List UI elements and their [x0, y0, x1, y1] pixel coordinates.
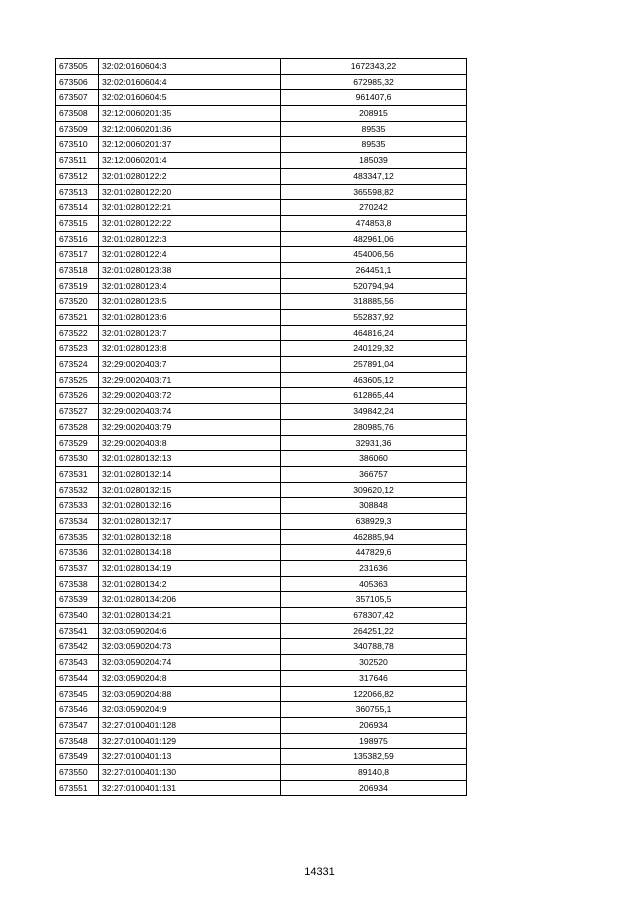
row-id: 673525: [56, 372, 99, 388]
row-id: 673509: [56, 121, 99, 137]
table-row: [56, 733, 467, 749]
row-id: 673505: [56, 59, 99, 75]
cadastral-value: 483347,12: [281, 168, 467, 184]
row-id: 673532: [56, 482, 99, 498]
cadastral-number: 32:01:0280123:6: [99, 310, 281, 326]
table-row: [56, 90, 467, 106]
row-id: 673548: [56, 733, 99, 749]
cadastral-number: 32:01:0280123:7: [99, 325, 281, 341]
cadastral-value: 463605,12: [281, 372, 467, 388]
cadastral-number: 32:01:0280122:2: [99, 168, 281, 184]
table-row: [56, 451, 467, 467]
table-row: [56, 639, 467, 655]
row-id: 673531: [56, 466, 99, 482]
cadastral-number: 32:01:0280134:21: [99, 608, 281, 624]
cadastral-number: 32:03:0590204:6: [99, 623, 281, 639]
cadastral-number: 32:03:0590204:9: [99, 702, 281, 718]
row-id: 673540: [56, 608, 99, 624]
cadastral-number: 32:27:0100401:130: [99, 764, 281, 780]
row-id: 673508: [56, 106, 99, 122]
row-id: 673510: [56, 137, 99, 153]
table-row: [56, 749, 467, 765]
cadastral-number: 32:02:0160604:5: [99, 90, 281, 106]
page-number: 14331: [304, 866, 335, 878]
table-row: [56, 262, 467, 278]
table-row: [56, 498, 467, 514]
row-id: 673529: [56, 435, 99, 451]
cadastral-number: 32:01:0280122:22: [99, 215, 281, 231]
table-row: [56, 529, 467, 545]
row-id: 673523: [56, 341, 99, 357]
table-row: [56, 106, 467, 122]
cadastral-value: 678307,42: [281, 608, 467, 624]
cadastral-value: 349842,24: [281, 404, 467, 420]
cadastral-value: 612865,44: [281, 388, 467, 404]
cadastral-number: 32:01:0280134:18: [99, 545, 281, 561]
table-row: [56, 764, 467, 780]
row-id: 673533: [56, 498, 99, 514]
table-row: [56, 184, 467, 200]
cadastral-value: 240129,32: [281, 341, 467, 357]
cadastral-number: 32:29:0020403:7: [99, 357, 281, 373]
row-id: 673524: [56, 357, 99, 373]
cadastral-value: 280985,76: [281, 419, 467, 435]
cadastral-value: 32931,36: [281, 435, 467, 451]
table-row: [56, 466, 467, 482]
cadastral-value: 340788,78: [281, 639, 467, 655]
cadastral-number: 32:12:0060201:37: [99, 137, 281, 153]
row-id: 673528: [56, 419, 99, 435]
cadastral-number: 32:01:0280134:2: [99, 576, 281, 592]
cadastral-number: 32:27:0100401:13: [99, 749, 281, 765]
cadastral-value: 365598,82: [281, 184, 467, 200]
table-row: [56, 670, 467, 686]
table-row: [56, 278, 467, 294]
table-row: [56, 592, 467, 608]
cadastral-value: 454006,56: [281, 247, 467, 263]
row-id: 673514: [56, 200, 99, 216]
row-id: 673551: [56, 780, 99, 796]
cadastral-value: 308848: [281, 498, 467, 514]
cadastral-value: 264251,22: [281, 623, 467, 639]
cadastral-number: 32:01:0280132:16: [99, 498, 281, 514]
table-row: [56, 294, 467, 310]
table-row: [56, 482, 467, 498]
table-row: [56, 404, 467, 420]
cadastral-value: 206934: [281, 780, 467, 796]
row-id: 673537: [56, 561, 99, 577]
cadastral-number: 32:12:0060201:35: [99, 106, 281, 122]
row-id: 673545: [56, 686, 99, 702]
row-id: 673542: [56, 639, 99, 655]
row-id: 673544: [56, 670, 99, 686]
row-id: 673507: [56, 90, 99, 106]
cadastral-number: 32:01:0280122:20: [99, 184, 281, 200]
table-row: [56, 702, 467, 718]
table-row: [56, 357, 467, 373]
cadastral-value: 482961,06: [281, 231, 467, 247]
table-row: [56, 545, 467, 561]
row-id: 673549: [56, 749, 99, 765]
table-row: [56, 513, 467, 529]
cadastral-number: 32:12:0060201:4: [99, 153, 281, 169]
cadastral-value: 317646: [281, 670, 467, 686]
cadastral-number: 32:01:0280123:38: [99, 262, 281, 278]
row-id: 673530: [56, 451, 99, 467]
row-id: 673517: [56, 247, 99, 263]
table-row: [56, 372, 467, 388]
cadastral-value: 206934: [281, 717, 467, 733]
cadastral-number: 32:01:0280123:4: [99, 278, 281, 294]
cadastral-number: 32:12:0060201:36: [99, 121, 281, 137]
table-row: [56, 137, 467, 153]
row-id: 673539: [56, 592, 99, 608]
table-row: [56, 247, 467, 263]
row-id: 673550: [56, 764, 99, 780]
cadastral-number: 32:01:0280134:19: [99, 561, 281, 577]
cadastral-value: 198975: [281, 733, 467, 749]
row-id: 673518: [56, 262, 99, 278]
table-row: [56, 121, 467, 137]
row-id: 673519: [56, 278, 99, 294]
cadastral-number: 32:01:0280132:18: [99, 529, 281, 545]
cadastral-value: 360755,1: [281, 702, 467, 718]
cadastral-value: 89535: [281, 121, 467, 137]
cadastral-number: 32:03:0590204:8: [99, 670, 281, 686]
table-row: [56, 419, 467, 435]
cadastral-value: 672985,32: [281, 74, 467, 90]
table-row: [56, 59, 467, 75]
table-row: [56, 310, 467, 326]
table-body: [56, 59, 467, 796]
table-row: [56, 608, 467, 624]
cadastral-value: 264451,1: [281, 262, 467, 278]
cadastral-value: 638929,3: [281, 513, 467, 529]
row-id: 673520: [56, 294, 99, 310]
cadastral-value: 462885,94: [281, 529, 467, 545]
cadastral-value: 405363: [281, 576, 467, 592]
cadastral-value: 447829,6: [281, 545, 467, 561]
table-row: [56, 655, 467, 671]
cadastral-number: 32:27:0100401:129: [99, 733, 281, 749]
row-id: 673511: [56, 153, 99, 169]
cadastral-value: 366757: [281, 466, 467, 482]
table-row: [56, 215, 467, 231]
cadastral-value: 135382,59: [281, 749, 467, 765]
cadastral-number: 32:01:0280134:206: [99, 592, 281, 608]
cadastral-value: 357105,5: [281, 592, 467, 608]
row-id: 673527: [56, 404, 99, 420]
cadastral-value: 185039: [281, 153, 467, 169]
cadastral-value: 270242: [281, 200, 467, 216]
cadastral-value: 318885,56: [281, 294, 467, 310]
row-id: 673526: [56, 388, 99, 404]
table-row: [56, 576, 467, 592]
cadastral-number: 32:01:0280132:15: [99, 482, 281, 498]
row-id: 673541: [56, 623, 99, 639]
table-row: [56, 623, 467, 639]
row-id: 673538: [56, 576, 99, 592]
row-id: 673536: [56, 545, 99, 561]
cadastral-value: 122066,82: [281, 686, 467, 702]
row-id: 673521: [56, 310, 99, 326]
cadastral-number: 32:01:0280132:17: [99, 513, 281, 529]
table-row: [56, 561, 467, 577]
table-row: [56, 435, 467, 451]
cadastral-number: 32:29:0020403:8: [99, 435, 281, 451]
cadastral-number: 32:01:0280123:8: [99, 341, 281, 357]
row-id: 673513: [56, 184, 99, 200]
row-id: 673512: [56, 168, 99, 184]
cadastral-value: 552837,92: [281, 310, 467, 326]
row-id: 673506: [56, 74, 99, 90]
row-id: 673522: [56, 325, 99, 341]
row-id: 673515: [56, 215, 99, 231]
cadastral-number: 32:03:0590204:74: [99, 655, 281, 671]
cadastral-number: 32:29:0020403:72: [99, 388, 281, 404]
cadastral-value: 464816,24: [281, 325, 467, 341]
cadastral-value: 386060: [281, 451, 467, 467]
cadastral-number: 32:03:0590204:73: [99, 639, 281, 655]
cadastral-value: 961407,6: [281, 90, 467, 106]
cadastral-number: 32:01:0280122:21: [99, 200, 281, 216]
cadastral-value: 302520: [281, 655, 467, 671]
cadastral-number: 32:02:0160604:3: [99, 59, 281, 75]
cadastral-value: 89535: [281, 137, 467, 153]
cadastral-value: 309620,12: [281, 482, 467, 498]
cadastral-number: 32:01:0280122:3: [99, 231, 281, 247]
row-id: 673547: [56, 717, 99, 733]
row-id: 673534: [56, 513, 99, 529]
cadastral-number: 32:27:0100401:128: [99, 717, 281, 733]
cadastral-number: 32:01:0280122:4: [99, 247, 281, 263]
cadastral-value: 89140,8: [281, 764, 467, 780]
table-row: [56, 388, 467, 404]
table-row: [56, 153, 467, 169]
data-table: [55, 58, 467, 796]
cadastral-value: 208915: [281, 106, 467, 122]
cadastral-value: 231636: [281, 561, 467, 577]
cadastral-number: 32:27:0100401:131: [99, 780, 281, 796]
cadastral-value: 1672343,22: [281, 59, 467, 75]
cadastral-number: 32:29:0020403:71: [99, 372, 281, 388]
table-row: [56, 325, 467, 341]
table-row: [56, 74, 467, 90]
cadastral-number: 32:29:0020403:74: [99, 404, 281, 420]
cadastral-value: 474853,8: [281, 215, 467, 231]
cadastral-number: 32:01:0280132:13: [99, 451, 281, 467]
table-row: [56, 717, 467, 733]
table-row: [56, 200, 467, 216]
row-id: 673516: [56, 231, 99, 247]
row-id: 673535: [56, 529, 99, 545]
table-row: [56, 341, 467, 357]
cadastral-value: 257891,04: [281, 357, 467, 373]
table-row: [56, 686, 467, 702]
cadastral-number: 32:01:0280132:14: [99, 466, 281, 482]
cadastral-number: 32:03:0590204:88: [99, 686, 281, 702]
cadastral-number: 32:01:0280123:5: [99, 294, 281, 310]
table-row: [56, 168, 467, 184]
table-row: [56, 231, 467, 247]
row-id: 673546: [56, 702, 99, 718]
cadastral-value: 520794,94: [281, 278, 467, 294]
row-id: 673543: [56, 655, 99, 671]
cadastral-number: 32:02:0160604:4: [99, 74, 281, 90]
table-row: [56, 780, 467, 796]
cadastral-number: 32:29:0020403:79: [99, 419, 281, 435]
